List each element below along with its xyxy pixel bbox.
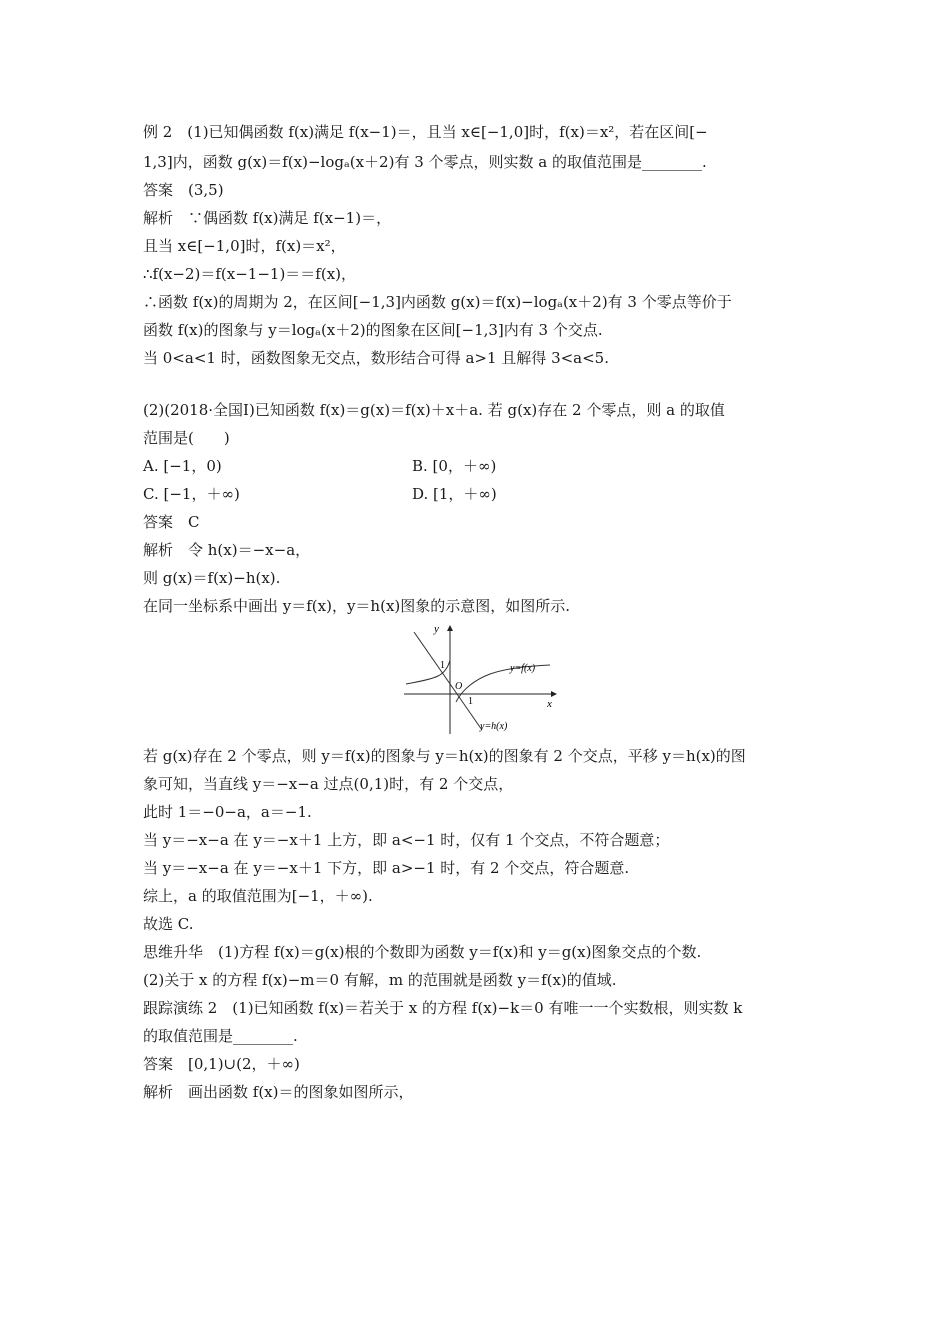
example2-q2-solution-1: 解析 令 h(x)＝−x−a， xyxy=(143,541,311,559)
example2-q2-solution-4: 若 g(x)存在 2 个零点，则 y＝f(x)的图象与 y＝h(x)的图象有 2 个交点，平移 y＝h(x)的图 xyxy=(143,747,746,765)
x-tick-label-1: 1 xyxy=(468,696,473,707)
option-d: D. [1，＋∞) xyxy=(412,485,497,503)
function-graph-svg xyxy=(400,622,562,736)
example2-q1-solution-1: 解析 ∵偶函数 f(x)满足 f(x−1)＝， xyxy=(143,209,392,227)
example2-q1-answer: 答案 (3,5) xyxy=(143,181,224,199)
practice2-question-line2: 的取值范围是________. xyxy=(143,1027,298,1045)
option-a: A. [−1，0) xyxy=(143,457,222,475)
practice2-solution-1: 解析 画出函数 f(x)＝的图象如图所示， xyxy=(143,1083,414,1101)
function-graph-figure xyxy=(400,622,562,736)
example2-q2-solution-3: 在同一坐标系中画出 y＝f(x)，y＝h(x)图象的示意图，如图所示. xyxy=(143,597,571,615)
example2-q1-solution-6: 当 0<a<1 时，函数图象无交点，数形结合可得 a>1 且解得 3<a<5. xyxy=(143,349,609,367)
example2-q2-solution-6: 此时 1＝−0−a，a＝−1. xyxy=(143,803,312,821)
line-h xyxy=(414,632,482,730)
origin-label: O xyxy=(455,681,463,692)
practice2-answer: 答案 [0,1)∪(2，＋∞) xyxy=(143,1055,300,1073)
example2-question2-line2: 范围是( ) xyxy=(143,429,230,447)
summary-line-2: (2)关于 x 的方程 f(x)−m＝0 有解，m 的范围就是函数 y＝f(x)的值域. xyxy=(143,971,617,989)
example2-q2-solution-5: 象可知，当直线 y＝−x−a 过点(0,1)时，有 2 个交点， xyxy=(143,775,514,793)
option-b: B. [0，＋∞) xyxy=(412,457,497,475)
label-h: y=h(x) xyxy=(480,721,508,732)
summary-line-1: 思维升华 (1)方程 f(x)＝g(x)根的个数即为函数 y＝f(x)和 y＝g(x)图象交点的个数. xyxy=(143,943,702,961)
example2-q2-solution-2: 则 g(x)＝f(x)−h(x). xyxy=(143,569,281,587)
example2-question1-line1: 例 2 (1)已知偶函数 f(x)满足 f(x−1)＝，且当 x∈[−1,0]时，f(x)＝x²，若在区间[− xyxy=(143,123,708,141)
example2-q1-solution-5: 函数 f(x)的图象与 y＝logₐ(x＋2)的图象在区间[−1,3]内有 3 个交点. xyxy=(143,321,603,339)
y-axis-label: y xyxy=(434,623,439,635)
label-f: y=f(x) xyxy=(510,663,536,674)
example2-q2-solution-8: 当 y＝−x−a 在 y＝−x＋1 下方，即 a>−1 时，有 2 个交点，符合题意. xyxy=(143,859,630,877)
option-c: C. [−1，＋∞) xyxy=(143,485,240,503)
example2-q2-solution-10: 故选 C. xyxy=(143,915,194,933)
example2-q2-solution-9: 综上，a 的取值范围为[−1，＋∞). xyxy=(143,887,373,905)
x-axis-label: x xyxy=(547,698,552,710)
example2-question2-line1: (2)(2018·全国Ⅰ)已知函数 f(x)＝g(x)＝f(x)＋x＋a. 若 g(x)存在 2 个零点，则 a 的取值 xyxy=(143,401,725,419)
example2-q1-solution-2: 且当 x∈[−1,0]时，f(x)＝x²， xyxy=(143,237,346,255)
example2-q1-solution-3: ∴f(x−2)＝f(x−1−1)＝＝f(x)， xyxy=(143,265,357,283)
example2-q2-solution-7: 当 y＝−x−a 在 y＝−x＋1 上方，即 a<−1 时，仅有 1 个交点，不符合题意； xyxy=(143,831,670,849)
example2-question1-line2: 1,3]内，函数 g(x)＝f(x)−logₐ(x＋2)有 3 个零点，则实数 a 的取值范围是________. xyxy=(143,153,707,171)
y-tick-label-1: 1 xyxy=(440,660,445,671)
practice2-question-line1: 跟踪演练 2 (1)已知函数 f(x)＝若关于 x 的方程 f(x)−k＝0 有唯一一个实数根，则实数 k xyxy=(143,999,743,1017)
example2-q1-solution-4: ∴函数 f(x)的周期为 2，在区间[−1,3]内函数 g(x)＝f(x)−logₐ(x＋2)有 3 个零点等价于 xyxy=(143,293,732,311)
example2-q2-answer: 答案 C xyxy=(143,513,200,531)
